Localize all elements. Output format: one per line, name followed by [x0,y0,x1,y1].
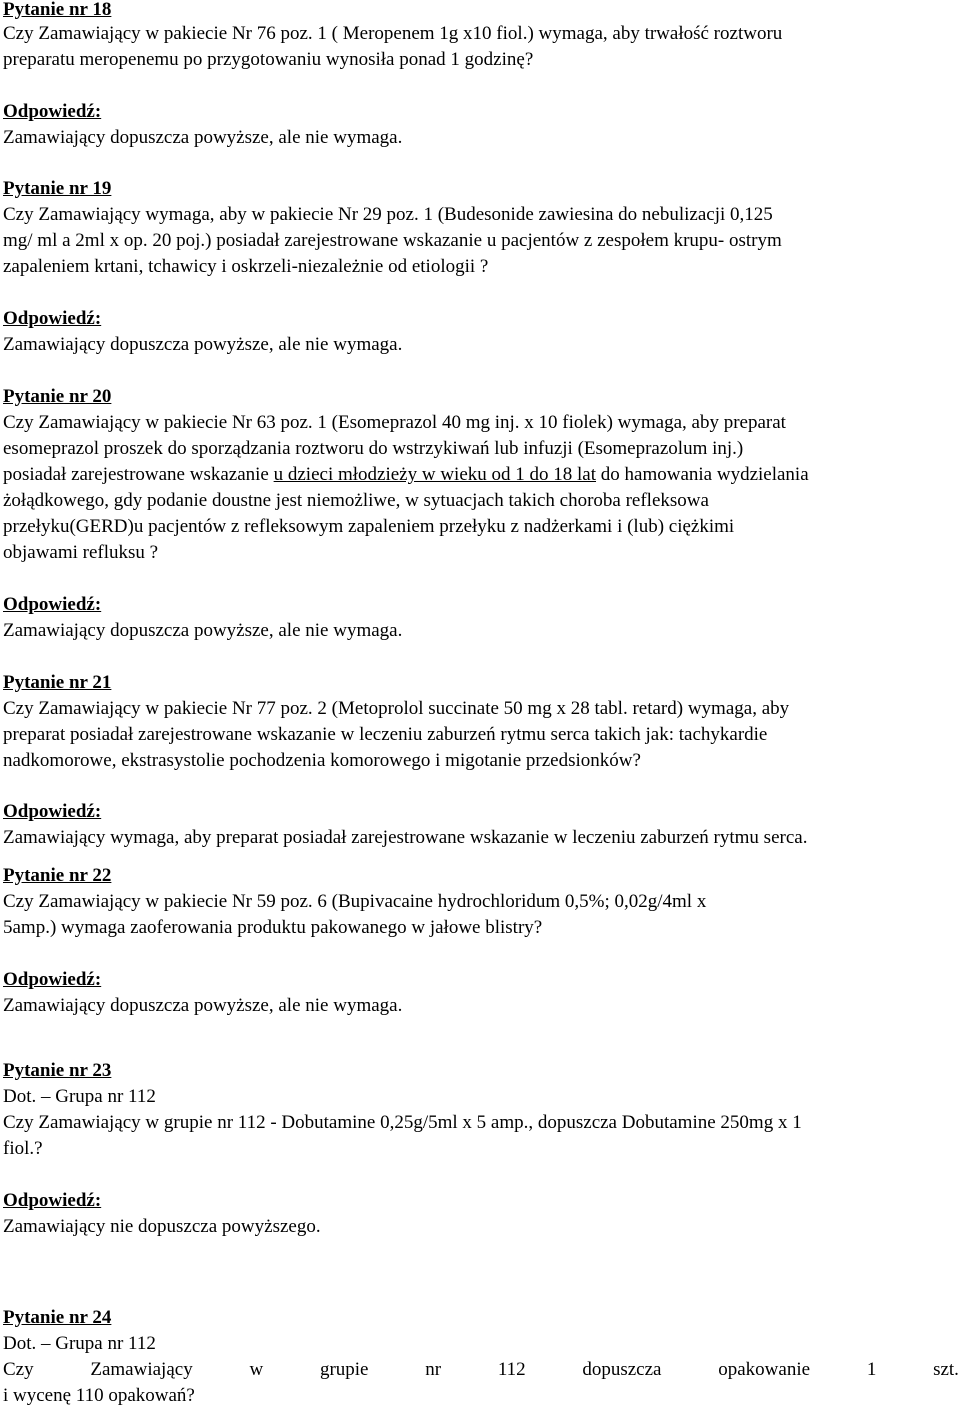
question-23-line-3: fiol.? [3,1138,43,1159]
question-21-answer: Zamawiający wymaga, aby preparat posiadał zarejestrowane wskazanie w leczeniu zaburzeń rytmu serca. [3,827,808,848]
question-22-line-2: 5amp.) wymaga zaoferowania produktu pakowanego w jałowe blistry? [3,917,543,938]
question-20-line-3-start: posiadał zarejestrowane wskazanie [3,464,274,485]
question-18-answer: Zamawiający dopuszcza powyższe, ale nie wymaga. [3,127,403,148]
question-18-answer-label: Odpowiedź: [3,101,102,122]
question-22-answer: Zamawiający dopuszcza powyższe, ale nie wymaga. [3,995,403,1016]
question-23-answer-label: Odpowiedź: [3,1190,102,1211]
question-18-line-1: Czy Zamawiający w pakiecie Nr 76 poz. 1 ( Meropenem 1g x10 fiol.) wymaga, aby trwałość roztworu [3,23,783,44]
question-20-line-3-end: do hamowania wydzielania [596,464,809,485]
question-20-answer-label: Odpowiedź: [3,594,102,615]
question-24-word: dopuszcza [582,1359,662,1380]
question-24-heading: Pytanie nr 24 [3,1307,112,1328]
question-20-age-range-underlined: u dzieci młodzieży w wieku od 1 do 18 lat [273,464,597,485]
question-24-word: 112 [497,1359,526,1380]
question-24-word: Zamawiający [90,1359,193,1380]
question-18-line-2: preparatu meropenemu po przygotowaniu wynosiła ponad 1 godzinę? [3,49,534,70]
question-24-word: 1 [866,1359,877,1380]
question-24-line-3: i wycenę 110 opakowań? [3,1385,195,1406]
question-20-line-4: żołądkowego, gdy podanie doustne jest niemożliwe, w sytuacjach takich choroba refleksowa [3,490,709,511]
question-20-line-5: przełyku(GERD)u pacjentów z refleksowym zapaleniem przełyku z nadżerkami i (lub) ciężkimi [3,516,735,537]
question-21-line-1: Czy Zamawiający w pakiecie Nr 77 poz. 2 (Metoprolol succinate 50 mg x 28 tabl. retard) wymaga, aby [3,698,790,719]
question-22-line-1: Czy Zamawiający w pakiecie Nr 59 poz. 6 (Bupivacaine hydrochloridum 0,5%; 0,02g/4ml x [3,891,707,912]
question-23-heading: Pytanie nr 23 [3,1060,112,1081]
question-20-line-3 [3,463,809,487]
question-19-line-3: zapaleniem krtani, tchawicy i oskrzeli-niezależnie od etiologii ? [3,256,489,277]
question-22-heading: Pytanie nr 22 [3,865,112,886]
question-24-word: w [249,1359,264,1380]
question-19-line-2: mg/ ml a 2ml x op. 20 poj.) posiadał zarejestrowane wskazanie u pacjentów z zespołem krupu- ostrym [3,230,782,251]
question-20-line-2: esomeprazol proszek do sporządzania roztworu do wstrzykiwań lub infuzji (Esomeprazolum inj.) [3,438,744,459]
question-24-word: opakowanie [718,1359,811,1380]
question-23-line-2: Czy Zamawiający w grupie nr 112 - Dobutamine 0,25g/5ml x 5 amp., dopuszcza Dobutamine 250mg x 1 [3,1112,802,1133]
question-21-line-2: preparat posiadał zarejestrowane wskazanie w leczeniu zaburzeń rytmu serca takich jak: tachykardie [3,724,768,745]
question-24-word: Czy [3,1359,34,1380]
question-22-answer-label: Odpowiedź: [3,969,102,990]
question-19-line-1: Czy Zamawiający wymaga, aby w pakiecie Nr 29 poz. 1 (Budesonide zawiesina do nebulizacji 0,125 [3,204,773,225]
question-23-answer: Zamawiający nie dopuszcza powyższego. [3,1216,321,1237]
question-20-line-6: objawami refluksu ? [3,542,159,563]
question-24-word: grupie [319,1359,369,1380]
question-24-word: szt. [933,1359,959,1380]
question-24-word: nr [425,1359,442,1380]
question-19-heading: Pytanie nr 19 [3,178,112,199]
question-24-line-1: Dot. – Grupa nr 112 [3,1333,156,1354]
question-20-heading: Pytanie nr 20 [3,386,112,407]
question-20-answer: Zamawiający dopuszcza powyższe, ale nie wymaga. [3,620,403,641]
question-19-answer: Zamawiający dopuszcza powyższe, ale nie wymaga. [3,334,403,355]
question-21-heading: Pytanie nr 21 [3,672,112,693]
question-24-line-2 [3,1358,959,1382]
question-21-answer-label: Odpowiedź: [3,801,102,822]
question-19-answer-label: Odpowiedź: [3,308,102,329]
question-18-heading: Pytanie nr 18 [3,0,112,20]
question-23-line-1: Dot. – Grupa nr 112 [3,1086,156,1107]
question-21-line-3: nadkomorowe, ekstrasystolie pochodzenia komorowego i migotanie przedsionków? [3,750,641,771]
question-20-line-1: Czy Zamawiający w pakiecie Nr 63 poz. 1 (Esomeprazol 40 mg inj. x 10 fiolek) wymaga, aby preparat [3,412,786,433]
